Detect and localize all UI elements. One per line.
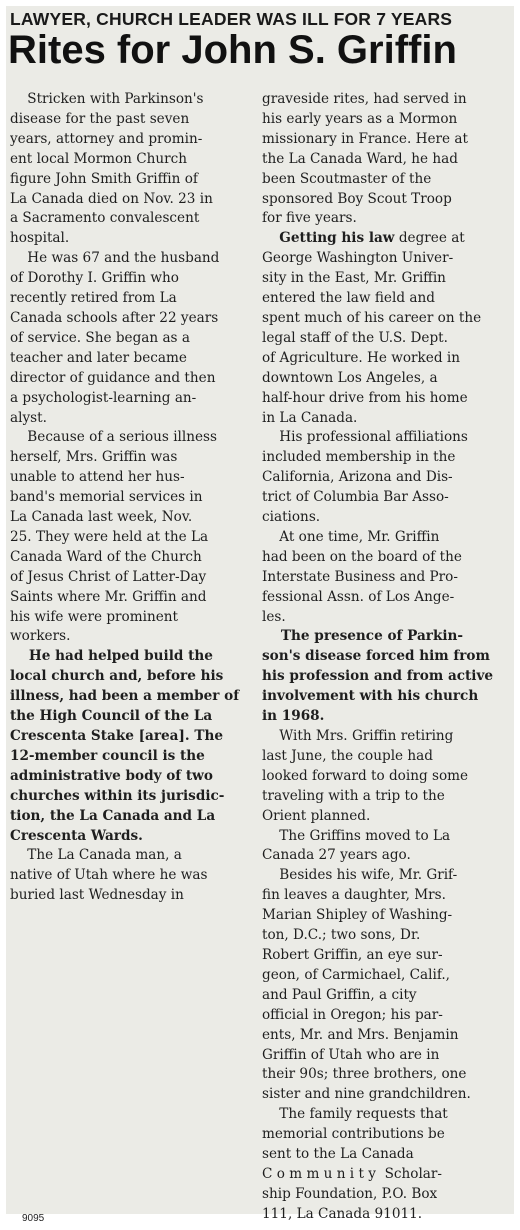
article-text-line: graveside rites, had served in: [262, 91, 467, 107]
article-text-line: churches within its jurisdic-: [10, 787, 225, 804]
article-text-line: teacher and later became: [10, 349, 187, 366]
article-text-line: a psychologist-learning an-: [10, 389, 197, 406]
article-text-line: hospital.: [10, 230, 70, 247]
article-text-line: last June, the couple had: [262, 747, 433, 764]
article-column-left: [10, 90, 250, 906]
article-text-line: fin leaves a daughter, Mrs.: [262, 887, 446, 904]
article-text-line: Crescenta Wards.: [10, 827, 143, 844]
article-text-line: workers.: [10, 628, 71, 645]
article-text-line: entered the law field and: [262, 290, 435, 307]
article-text-line: and Paul Griffin, a city: [262, 986, 417, 1003]
article-text-line: The La Canada man, a: [10, 847, 182, 864]
article-text-line: He had helped build the: [10, 648, 213, 665]
article-text-line: sent to the La Canada: [262, 1146, 414, 1163]
article-text-line: Canada schools after 22 years: [10, 309, 219, 326]
article-text-line: native of Utah where he was: [10, 867, 208, 884]
bold-lead-in: Getting his law: [279, 230, 395, 247]
article-text-line: been Scoutmaster of the: [262, 170, 432, 187]
article-text-line: La Canada last week, Nov.: [10, 509, 193, 526]
article-column-right: [262, 90, 509, 1225]
article-text-line: recently retired from La: [10, 290, 177, 307]
article-text-line: Griffin of Utah who are in: [262, 1046, 440, 1063]
article-text-line: 111, La Canada 91011.: [262, 1205, 423, 1222]
article-text-line: involvement with his church: [262, 688, 479, 705]
article-text-line: memorial contributions be: [262, 1126, 445, 1143]
article-text-line: ciations.: [262, 509, 321, 526]
article-text-line: figure John Smith Griffin of: [10, 170, 198, 187]
article-text-line: sity in the East, Mr. Griffin: [262, 270, 446, 287]
article-text-line: geon, of Carmichael, Calif.,: [262, 966, 451, 983]
article-text-line: in La Canada.: [262, 409, 358, 426]
article-text-line: of Agriculture. He worked in: [262, 349, 460, 366]
article-text-line: C o m m u n i t y Scholar-: [262, 1165, 442, 1182]
article-text-line: Robert Griffin, an eye sur-: [262, 946, 443, 963]
article-text-line: the La Canada Ward, he had: [262, 150, 458, 167]
article-text-line: missionary in France. Here at: [262, 130, 468, 147]
article-text-line: alyst.: [10, 409, 47, 426]
article-text-line: 12-member council is the: [10, 747, 205, 764]
article-text-line: a Sacramento convalescent: [10, 210, 200, 227]
article-text-line: les.: [262, 608, 286, 625]
article-text-line: California, Arizona and Dis-: [262, 469, 453, 486]
article-text-line: sponsored Boy Scout Troop: [262, 190, 452, 207]
article-text-line: of service. She began as a: [10, 329, 190, 346]
article-text-line: Marian Shipley of Washing-: [262, 907, 453, 924]
article-text-line: Crescenta Stake [area]. The: [10, 728, 224, 744]
article-text-line: Orient planned.: [262, 807, 371, 824]
article-text-line: included membership in the: [262, 449, 456, 466]
article-text-line: ents, Mr. and Mrs. Benjamin: [262, 1026, 459, 1043]
article-text-line: of Jesus Christ of Latter-Day: [10, 568, 207, 585]
article-text-line: The presence of Parkin-: [262, 628, 464, 645]
article-text-line: Stricken with Parkinson's: [10, 91, 204, 107]
article-text-line: La Canada died on Nov. 23 in: [10, 190, 213, 207]
article-text-line: his wife were prominent: [10, 608, 178, 625]
article-text-line: son's disease forced him from: [262, 648, 490, 665]
archive-id-number: 9095: [22, 1213, 45, 1224]
article-text-line: tion, the La Canada and La: [10, 807, 216, 824]
article-text-line: Besides his wife, Mr. Grif-: [262, 867, 458, 884]
article-text-line: At one time, Mr. Griffin: [262, 528, 440, 545]
article-text-line: of Dorothy I. Griffin who: [10, 270, 179, 287]
article-text-line: ship Foundation, P.O. Box: [262, 1185, 438, 1202]
article-text-line: spent much of his career on the: [262, 309, 482, 326]
article-text-line: Canada 27 years ago.: [262, 847, 411, 864]
article-text-line: ton, D.C.; two sons, Dr.: [262, 927, 421, 944]
article-text-line: Canada Ward of the Church: [10, 548, 202, 565]
article-text-line: local church and, before his: [10, 668, 224, 685]
article-text-line: trict of Columbia Bar Asso-: [262, 489, 449, 506]
article-text-line: ent local Mormon Church: [10, 150, 188, 167]
article-text-line: With Mrs. Griffin retiring: [262, 728, 454, 744]
article-text-line: He was 67 and the husband: [10, 250, 220, 267]
article-text-line: Because of a serious illness: [10, 429, 217, 446]
article-kicker: LAWYER, CHURCH LEADER WAS ILL FOR 7 YEARS: [10, 9, 453, 29]
article-text-line: official in Oregon; his par-: [262, 1006, 443, 1023]
article-text-line: buried last Wednesday in: [10, 887, 184, 904]
article-text-line: in 1968.: [262, 708, 325, 725]
article-text-line: unable to attend her hus-: [10, 469, 185, 486]
article-text-line: administrative body of two: [10, 767, 213, 784]
article-text-line: half-hour drive from his home: [262, 389, 468, 406]
article-text-line: director of guidance and then: [10, 369, 216, 386]
article-text-line: George Washington Univer-: [262, 250, 454, 267]
article-text-line: herself, Mrs. Griffin was: [10, 449, 178, 466]
article-text-line: disease for the past seven: [10, 110, 190, 127]
article-text-line: had been on the board of the: [262, 548, 462, 565]
article-text-line: for five years.: [262, 210, 357, 227]
article-text-line: band's memorial services in: [10, 489, 203, 506]
article-text-line: their 90s; three brothers, one: [262, 1066, 467, 1083]
article-text-line: traveling with a trip to the: [262, 787, 445, 804]
article-text-line: years, attorney and promin-: [10, 130, 203, 147]
article-text-line: legal staff of the U.S. Dept.: [262, 329, 448, 346]
article-text-line: the High Council of the La: [10, 708, 213, 725]
article-text-line: illness, had been a member of: [10, 688, 240, 705]
article-text-line: The Griffins moved to La: [262, 827, 451, 844]
article-headline: Rites for John S. Griffin: [8, 28, 457, 72]
article-text-line: Saints where Mr. Griffin and: [10, 588, 207, 605]
article-text-line: Getting his law degree at: [279, 230, 465, 247]
article-text-line: Interstate Business and Pro-: [262, 568, 458, 585]
article-text-line: downtown Los Angeles, a: [262, 369, 438, 386]
article-text-line: his profession and from active: [262, 668, 494, 685]
article-text-line: His professional affiliations: [262, 429, 468, 446]
article-text-line: 25. They were held at the La: [10, 528, 209, 545]
article-text-line: his early years as a Mormon: [262, 110, 458, 127]
article-text-line: sister and nine grandchildren.: [262, 1086, 471, 1103]
article-text-line: looked forward to doing some: [262, 767, 469, 784]
article-text-line: The family requests that: [262, 1106, 448, 1123]
article-text-line: fessional Assn. of Los Ange-: [262, 588, 455, 605]
